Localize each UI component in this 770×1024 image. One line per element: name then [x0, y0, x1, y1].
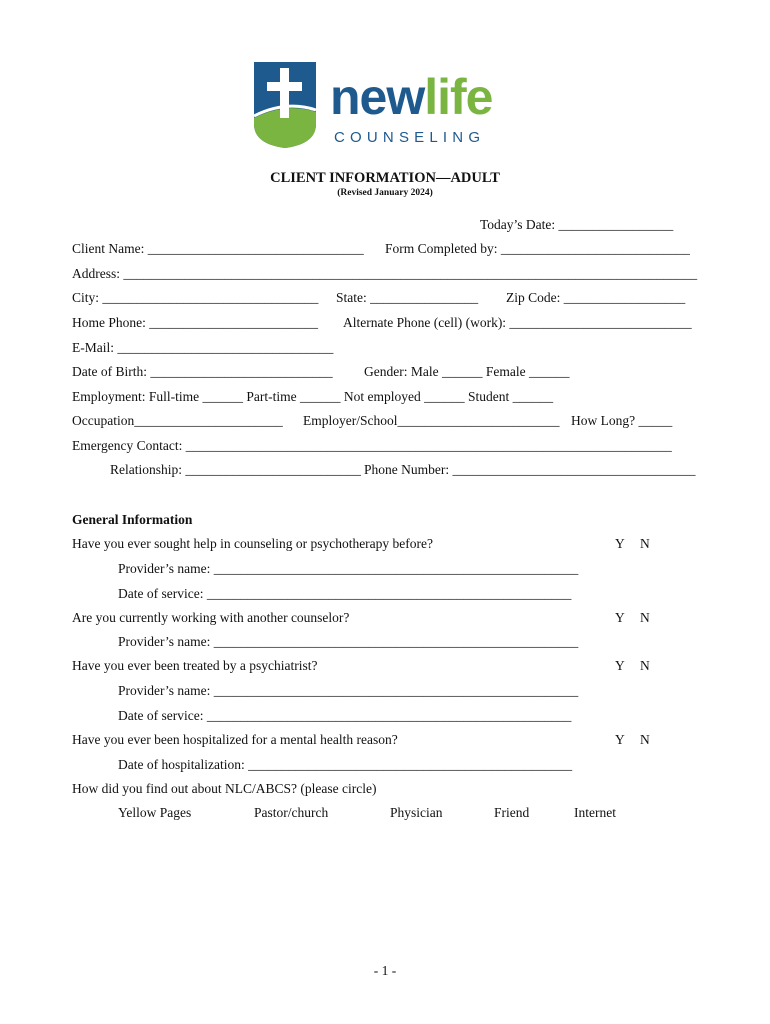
q1-provider-field[interactable]: Provider’s name: ______________________________________________________	[118, 561, 579, 576]
gender-field[interactable]: Gender: Male ______ Female ______	[364, 364, 570, 379]
newlife-logo	[250, 58, 520, 152]
general-info-heading: General Information	[72, 512, 193, 527]
question-referral-source: How did you find out about NLC/ABCS? (please circle)	[72, 781, 377, 796]
q2-provider-field[interactable]: Provider’s name: ______________________________________________________	[118, 634, 579, 649]
q2-yes-option[interactable]: Y	[615, 610, 625, 625]
phone-number-field[interactable]: Phone Number: ____________________________________	[364, 462, 696, 477]
option-yellow-pages[interactable]: Yellow Pages	[118, 805, 192, 820]
employment-field[interactable]: Employment: Full-time ______ Part-time ______ Not employed ______ Student ______	[72, 389, 554, 404]
option-pastor-church[interactable]: Pastor/church	[254, 805, 329, 820]
svg-text:newlife	[330, 69, 493, 125]
address-field[interactable]: Address: _____________________________________________________________________________________	[72, 266, 698, 281]
client-name-field[interactable]: Client Name: ________________________________	[72, 241, 364, 256]
cross-icon-horizontal	[267, 82, 302, 91]
cross-icon-vertical	[280, 68, 289, 118]
question-current-counselor: Are you currently working with another counselor?	[72, 610, 350, 625]
todays-date-field[interactable]: Today’s Date: _________________	[480, 217, 674, 232]
q3-no-option[interactable]: N	[640, 658, 650, 673]
option-internet[interactable]: Internet	[574, 805, 616, 820]
option-friend[interactable]: Friend	[494, 805, 530, 820]
form-title: CLIENT INFORMATION—ADULT	[270, 170, 500, 186]
revised-date: (Revised January 2024)	[337, 188, 433, 198]
page-number: - 1 -	[373, 963, 397, 978]
q1-no-option[interactable]: N	[640, 536, 650, 551]
option-physician[interactable]: Physician	[390, 805, 443, 820]
q2-no-option[interactable]: N	[640, 610, 650, 625]
q1-yes-option[interactable]: Y	[615, 536, 625, 551]
how-long-field[interactable]: How Long? _____	[571, 413, 673, 428]
q3-date-field[interactable]: Date of service: ______________________________________________________	[118, 708, 572, 723]
logo-text-new: new	[330, 69, 425, 125]
q3-yes-option[interactable]: Y	[615, 658, 625, 673]
q4-yes-option[interactable]: Y	[615, 732, 625, 747]
alt-phone-field[interactable]: Alternate Phone (cell) (work): ___________________________	[343, 315, 692, 330]
logo-text-life: life	[424, 69, 493, 125]
q4-date-field[interactable]: Date of hospitalization: ________________________________________________	[118, 757, 573, 772]
employer-field[interactable]: Employer/School________________________	[303, 413, 560, 428]
question-prior-counseling: Have you ever sought help in counseling or psychotherapy before?	[72, 536, 434, 551]
q3-provider-field[interactable]: Provider’s name: ______________________________________________________	[118, 683, 579, 698]
relationship-field[interactable]: Relationship: __________________________	[110, 462, 361, 477]
dob-field[interactable]: Date of Birth: ___________________________	[72, 364, 333, 379]
question-hospitalized: Have you ever been hospitalized for a mental health reason?	[72, 732, 398, 747]
question-psychiatrist: Have you ever been treated by a psychiatrist?	[72, 658, 318, 673]
state-field[interactable]: State: ________________	[336, 290, 479, 305]
logo-tagline: COUNSELING	[334, 129, 486, 146]
email-field[interactable]: E-Mail: ________________________________	[72, 340, 334, 355]
form-completed-by-field[interactable]: Form Completed by: ____________________________	[385, 241, 690, 256]
q1-date-field[interactable]: Date of service: ______________________________________________________	[118, 586, 572, 601]
city-field[interactable]: City: ________________________________	[72, 290, 319, 305]
occupation-field[interactable]: Occupation______________________	[72, 413, 283, 428]
zip-field[interactable]: Zip Code: __________________	[506, 290, 686, 305]
home-phone-field[interactable]: Home Phone: _________________________	[72, 315, 318, 330]
q4-no-option[interactable]: N	[640, 732, 650, 747]
emergency-contact-field[interactable]: Emergency Contact: ________________________________________________________________________	[72, 438, 672, 453]
